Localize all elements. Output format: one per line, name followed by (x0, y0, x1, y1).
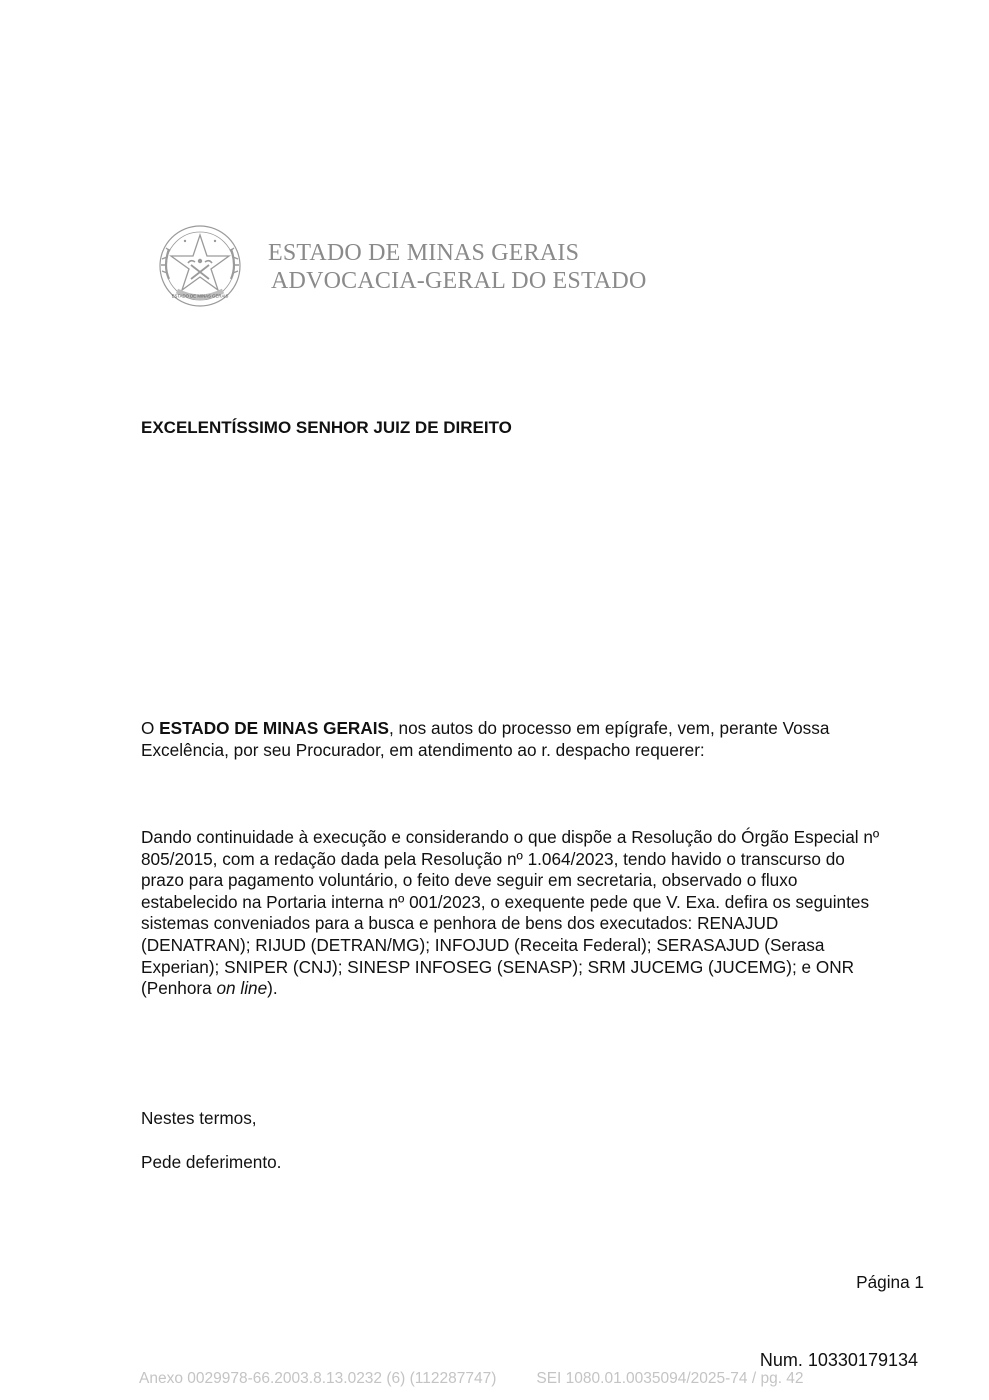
request-italic-text: on line (216, 978, 268, 999)
letterhead-agency-name: ADVOCACIA-GERAL DO ESTADO (271, 268, 647, 294)
intro-paragraph (141, 718, 881, 761)
footer-stamp (139, 1369, 804, 1389)
party-name: ESTADO DE MINAS GERAIS (159, 718, 389, 738)
footer-sei-reference: SEI 1080.01.0035094/2025-74 / pg. 42 (536, 1370, 804, 1387)
request-suffix: ). (267, 978, 278, 999)
seal-text: ESTADO DE MINAS GERAIS (171, 293, 229, 299)
coat-of-arms-seal-icon (155, 221, 245, 311)
footer-annex-reference: Anexo 0029978-66.2003.8.13.0232 (6) (112287747) (139, 1370, 497, 1387)
page-number: Página 1 (856, 1272, 924, 1292)
request-text: Dando continuidade à execução e considerando o que dispõe a Resolução do Órgão Especial nº 805/2015, com a redação dada pela Resolução nº 1.064/2023, tendo havido o transcurso do prazo para pagamento voluntário, o feito deve seguir em secretaria, observado o fluxo estabelecido na Portaria interna nº 001/2023, o exequente pede que V. Exa. defira os seguintes sistemas conveniados para a busca e penhora de bens dos executados: RENAJUD (DENATRAN); RIJUD (DETRAN/MG); INFOJUD (Receita Federal); SERASAJUD (Serasa Experian); SNIPER (CNJ); SINESP INFOSEG (SENASP); SRM JUCEMG (JUCEMG); e ONR (Penhora (141, 827, 880, 999)
addressee-heading: EXCELENTÍSSIMO SENHOR JUIZ DE DIREITO (141, 418, 512, 437)
intro-prefix: O (141, 718, 160, 738)
letterhead (155, 221, 675, 313)
document-number: Num. 10330179134 (759, 1350, 918, 1370)
closing-request: Pede deferimento. (141, 1152, 282, 1172)
request-paragraph (141, 827, 881, 1000)
letterhead-text (268, 239, 647, 295)
closing-terms: Nestes termos, (141, 1108, 257, 1128)
letterhead-state-name: ESTADO DE MINAS GERAIS (268, 240, 580, 266)
intro-text: , nos autos do processo em epígrafe, vem, perante Vossa Excelência, por seu Procurador, em atendimento ao r. despacho requerer: (141, 718, 830, 760)
